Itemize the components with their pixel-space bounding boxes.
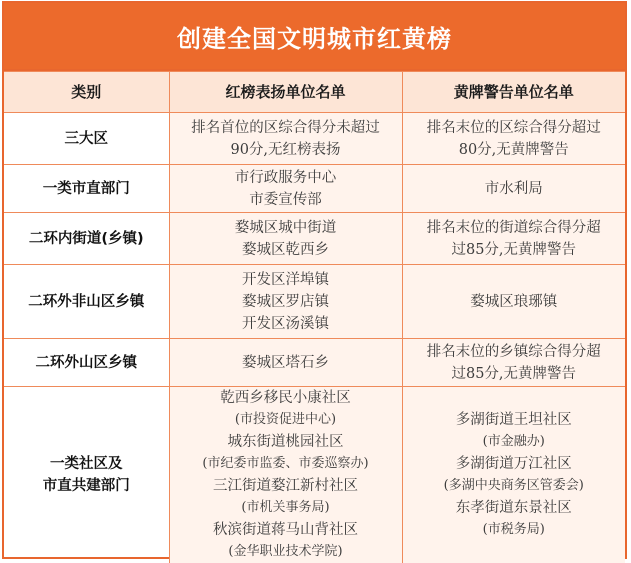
yellow-list-cell: [402, 165, 625, 213]
red-yellow-list-panel: [2, 1, 627, 559]
red-list-cell: [169, 339, 402, 387]
table-row: [4, 339, 625, 387]
column-header-category: 类别: [4, 72, 169, 113]
category-cell: [4, 113, 169, 165]
cell-line: 多湖街道万江社区: [409, 453, 620, 475]
cell-line: 排名首位的区综合得分未超过: [176, 117, 396, 139]
cell-line: 乾西乡移民小康社区: [176, 387, 396, 409]
table-row: [4, 165, 625, 213]
yellow-list-cell: [402, 339, 625, 387]
cell-line: 一类社区及: [10, 453, 163, 475]
cell-line: 婺城区城中街道: [176, 217, 396, 239]
category-cell: [4, 213, 169, 265]
cell-line: 三江街道婺江新村社区: [176, 475, 396, 497]
red-list-cell: [169, 213, 402, 265]
cell-line: 市直共建部门: [10, 475, 163, 497]
cell-line: 开发区洋埠镇: [176, 269, 396, 291]
category-cell: [4, 165, 169, 213]
column-header-yellow-list: 黄牌警告单位名单: [402, 72, 625, 113]
cell-line: (金华职业技术学院): [176, 541, 396, 563]
cell-line: 过85分,无黄牌警告: [409, 363, 620, 385]
cell-line: 一类市直部门: [10, 178, 163, 200]
column-header-red-list: 红榜表扬单位名单: [169, 72, 402, 113]
table-row: [4, 213, 625, 265]
yellow-list-cell: [402, 265, 625, 339]
table-row: [4, 113, 625, 165]
cell-line: 市水利局: [409, 178, 620, 200]
cell-line: 东孝街道东景社区: [409, 497, 620, 519]
cell-line: 多湖街道王坦社区: [409, 409, 620, 431]
yellow-list-cell: [402, 113, 625, 165]
cell-line: 开发区汤溪镇: [176, 313, 396, 335]
red-list-cell: [169, 387, 402, 563]
cell-line: 80分,无黄牌警告: [409, 139, 620, 161]
cell-line: (市机关事务局): [176, 497, 396, 519]
red-list-cell: [169, 265, 402, 339]
cell-line: 市委宣传部: [176, 189, 396, 211]
ranking-table: [4, 71, 625, 563]
cell-line: 婺城区琅琊镇: [409, 291, 620, 313]
cell-line: 排名末位的区综合得分超过: [409, 117, 620, 139]
cell-line: 城东街道桃园社区: [176, 431, 396, 453]
cell-line: (市税务局): [409, 519, 620, 541]
cell-line: 二环外非山区乡镇: [10, 291, 163, 313]
cell-line: (市投资促进中心): [176, 409, 396, 431]
cell-line: 婺城区罗店镇: [176, 291, 396, 313]
cell-line: 二环外山区乡镇: [10, 352, 163, 374]
cell-line: 二环内街道(乡镇): [10, 228, 163, 250]
cell-line: 婺城区塔石乡: [176, 352, 396, 374]
cell-line: (多湖中央商务区管委会): [409, 475, 620, 497]
category-cell: [4, 387, 169, 563]
cell-line: 排名末位的乡镇综合得分超: [409, 341, 620, 363]
cell-line: 90分,无红榜表扬: [176, 139, 396, 161]
cell-line: (市纪委市监委、市委巡察办): [176, 453, 396, 475]
category-cell: [4, 265, 169, 339]
yellow-list-cell: [402, 387, 625, 563]
cell-line: 秋滨街道蒋马山背社区: [176, 519, 396, 541]
cell-line: 排名末位的街道综合得分超: [409, 217, 620, 239]
red-list-cell: [169, 113, 402, 165]
cell-line: 过85分,无黄牌警告: [409, 239, 620, 261]
cell-line: 婺城区乾西乡: [176, 239, 396, 261]
yellow-list-cell: [402, 213, 625, 265]
page-title: 创建全国文明城市红黄榜: [4, 3, 625, 71]
category-cell: [4, 339, 169, 387]
red-list-cell: [169, 165, 402, 213]
header-row: [4, 72, 625, 113]
cell-line: 市行政服务中心: [176, 167, 396, 189]
table-row: [4, 265, 625, 339]
cell-line: (市金融办): [409, 431, 620, 453]
cell-line: 三大区: [10, 128, 163, 150]
table-row: [4, 387, 625, 563]
